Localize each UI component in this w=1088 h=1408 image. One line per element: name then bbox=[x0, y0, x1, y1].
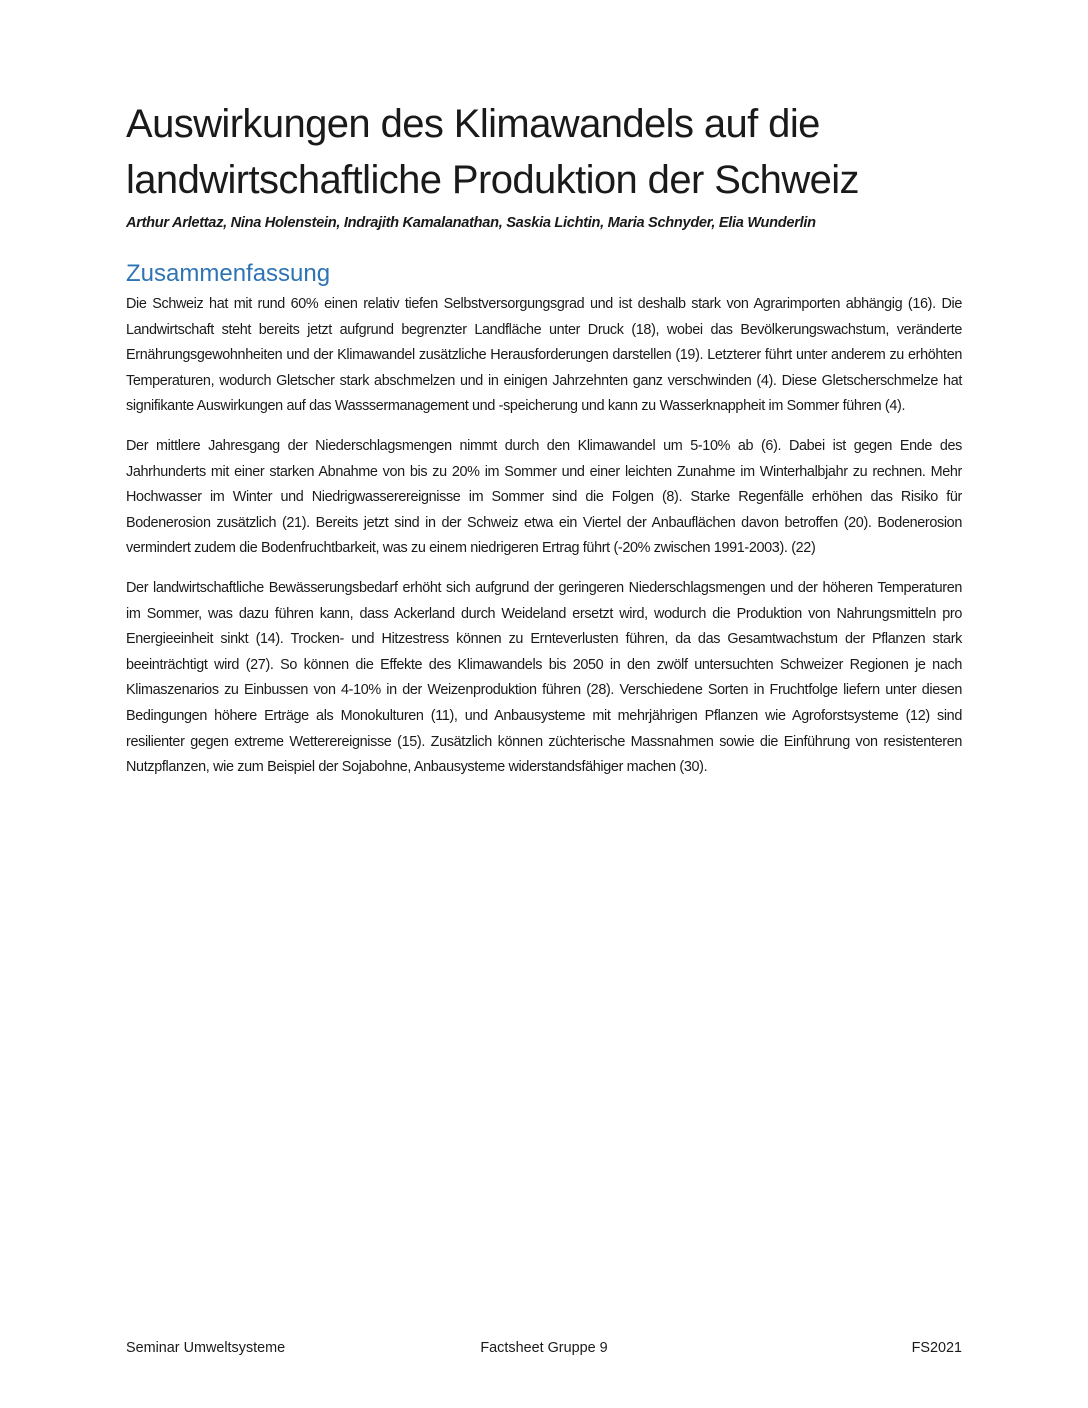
footer-semester: FS2021 bbox=[911, 1340, 962, 1356]
page-content bbox=[126, 96, 962, 795]
author-list: Arthur Arlettaz, Nina Holenstein, Indrajith Kamalanathan, Saskia Lichtin, Maria Schnyder, Elia Wunderlin bbox=[126, 215, 816, 231]
title-line-1: Auswirkungen des Klimawandels auf die bbox=[126, 102, 820, 146]
footer-factsheet: Factsheet Gruppe 9 bbox=[480, 1340, 608, 1356]
title-line-2: landwirtschaftliche Produktion der Schweiz bbox=[126, 158, 859, 202]
paragraph-2: Der mittlere Jahresgang der Niederschlagsmengen nimmt durch den Klimawandel um 5-10% ab (6). Dabei ist gegen Ende des Jahrhunderts mit einer starken Abnahme von bis zu 20% im Sommer und einer leichten Zunahme im Winterhalbjahr zu rechnen. Mehr Hochwasser im Winter und Niedrigwasserereignisse im Sommer sind die Folgen (8). Starke Regenfälle erhöhen das Risiko für Bodenerosion zusätzlich (21). Bereits jetzt sind in der Schweiz etwa ein Viertel der Anbauflächen davon betroffen (20). Bodenerosion vermindert zudem die Bodenfruchtbarkeit, was zu einem niedrigeren Ertrag führt (-20% zwischen 1991-2003). (22) bbox=[126, 437, 962, 557]
paragraph-1: Die Schweiz hat mit rund 60% einen relativ tiefen Selbstversorgungsgrad und ist deshalb stark von Agrarimporten abhängig (16). Die Landwirtschaft steht bereits jetzt aufgrund begrenzter Landfläche unter Druck (18), wobei das Bevölkerungswachstum, veränderte Ernährungsgewohnheiten und der Klimawandel zusätzliche Herausforderungen darstellen (19). Letzterer führt unter anderem zu erhöhten Temperaturen, wodurch Gletscher stark abschmelzen und in einigen Jahrzehnten ganz verschwinden (4). Diese Gletscherschmelze hat signifikante Auswirkungen auf das Wasssermanagement und -speicherung und kann zu Wasserknappheit im Sommer führen (4). bbox=[126, 296, 962, 415]
page-footer bbox=[126, 1336, 962, 1360]
section-heading-summary: Zusammenfassung bbox=[126, 260, 331, 287]
paragraph-3: Der landwirtschaftliche Bewässerungsbedarf erhöht sich aufgrund der geringeren Niederschlagsmengen und der höheren Temperaturen im Sommer, was dazu führen kann, dass Ackerland durch Weideland ersetzt wird, wodurch die Produktion von Nahrungsmitteln pro Energieeinheit sinkt (14). Trocken- und Hitzestress können zu Ernteverlusten führen, da das Gesamtwachstum der Pflanzen stark beeinträchtigt wird (27). So können die Effekte des Klimawandels bis 2050 in den zwölf untersuchten Schweizer Regionen je nach Klimaszenarios zu Einbussen von 4-10% in der Weizenproduktion führen (28). Verschiedene Sorten in Fruchtfolge liefern unter diesen Bedingungen höhere Erträge als Monokulturen (11), und Anbausysteme mit mehrjährigen Pflanzen wie Agroforstsysteme (12) sind resilienter gegen extreme Wetterereignisse (15). Zusätzlich können züchterische Massnahmen sowie die Einführung von resistenteren Nutzpflanzen, wie zum Beispiel der Sojabohne, Anbausysteme widerstandsfähiger machen (30). bbox=[126, 579, 962, 776]
footer-seminar: Seminar Umweltsysteme bbox=[126, 1340, 286, 1356]
document-title bbox=[126, 96, 962, 208]
